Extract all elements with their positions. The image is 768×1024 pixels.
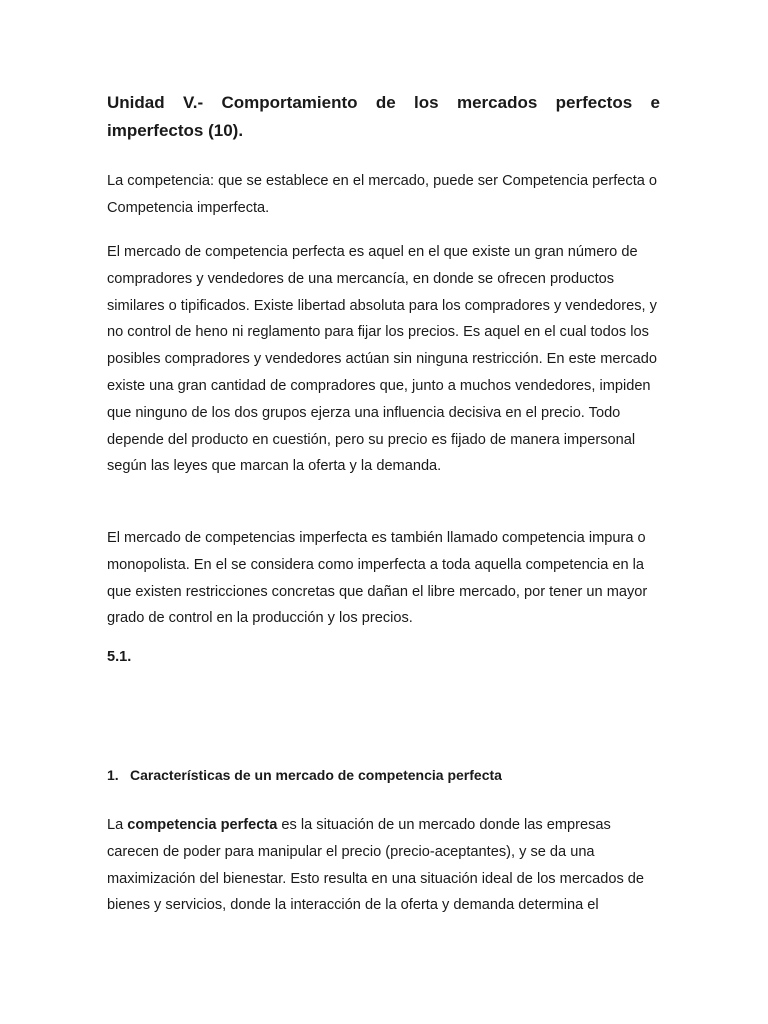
paragraph-definicion-rest: es la situación de un mercado donde las empresas carecen de poder para manipular el precio (precio-aceptantes), y se da una maximización del bienestar. Esto resulta en una situación ideal de los mercados de bienes y servicios, donde la interacción de la oferta y demanda determina el <box>107 817 645 914</box>
paragraph-competencia-intro: La competencia: que se establece en el mercado, puede ser Competencia perfecta o Competencia imperfecta. <box>107 173 658 216</box>
section-heading-text: Características de un mercado de competencia perfecta <box>130 767 502 783</box>
paragraph-competencia-perfecta: El mercado de competencia perfecta es aquel en el que existe un gran número de compradores y vendedores de una mercancía, en donde se ofrecen productos similares o tipificados. Existe libertad absoluta para los compradores y vendedores, y no control de heno ni reglamento para fijar los precios. Es aquel en el cual todos los posibles compradores y vendedores actúan sin ninguna restricción. En este mercado existe una gran cantidad de compradores que, junto a muchos vendedores, impiden que ninguno de los dos grupos ejerza una influencia decisiva en el precio. Todo depende del producto en cuestión, pero su precio es fijado de manera impersonal según las leyes que marcan la oferta y la demanda. <box>107 244 658 475</box>
page-title: Unidad V.- Comportamiento de los mercados perfectos e imperfectos (10). <box>107 93 660 140</box>
paragraph-definicion <box>107 812 660 919</box>
paragraph-definicion-lead: La <box>107 817 128 833</box>
section-label: 5.1. <box>107 649 132 665</box>
section-heading-number: 1. <box>107 767 119 783</box>
paragraph-competencia-imperfecta: El mercado de competencias imperfecta es también llamado competencia impura o monopolista. En el se considera como imperfecta a toda aquella competencia en la que existen restricciones concretas que dañan el libre mercado, por tener un mayor grado de control en la producción y los precios. <box>107 530 648 627</box>
paragraph-definicion-bold-term: competencia perfecta <box>127 817 278 833</box>
section-heading <box>107 767 502 783</box>
